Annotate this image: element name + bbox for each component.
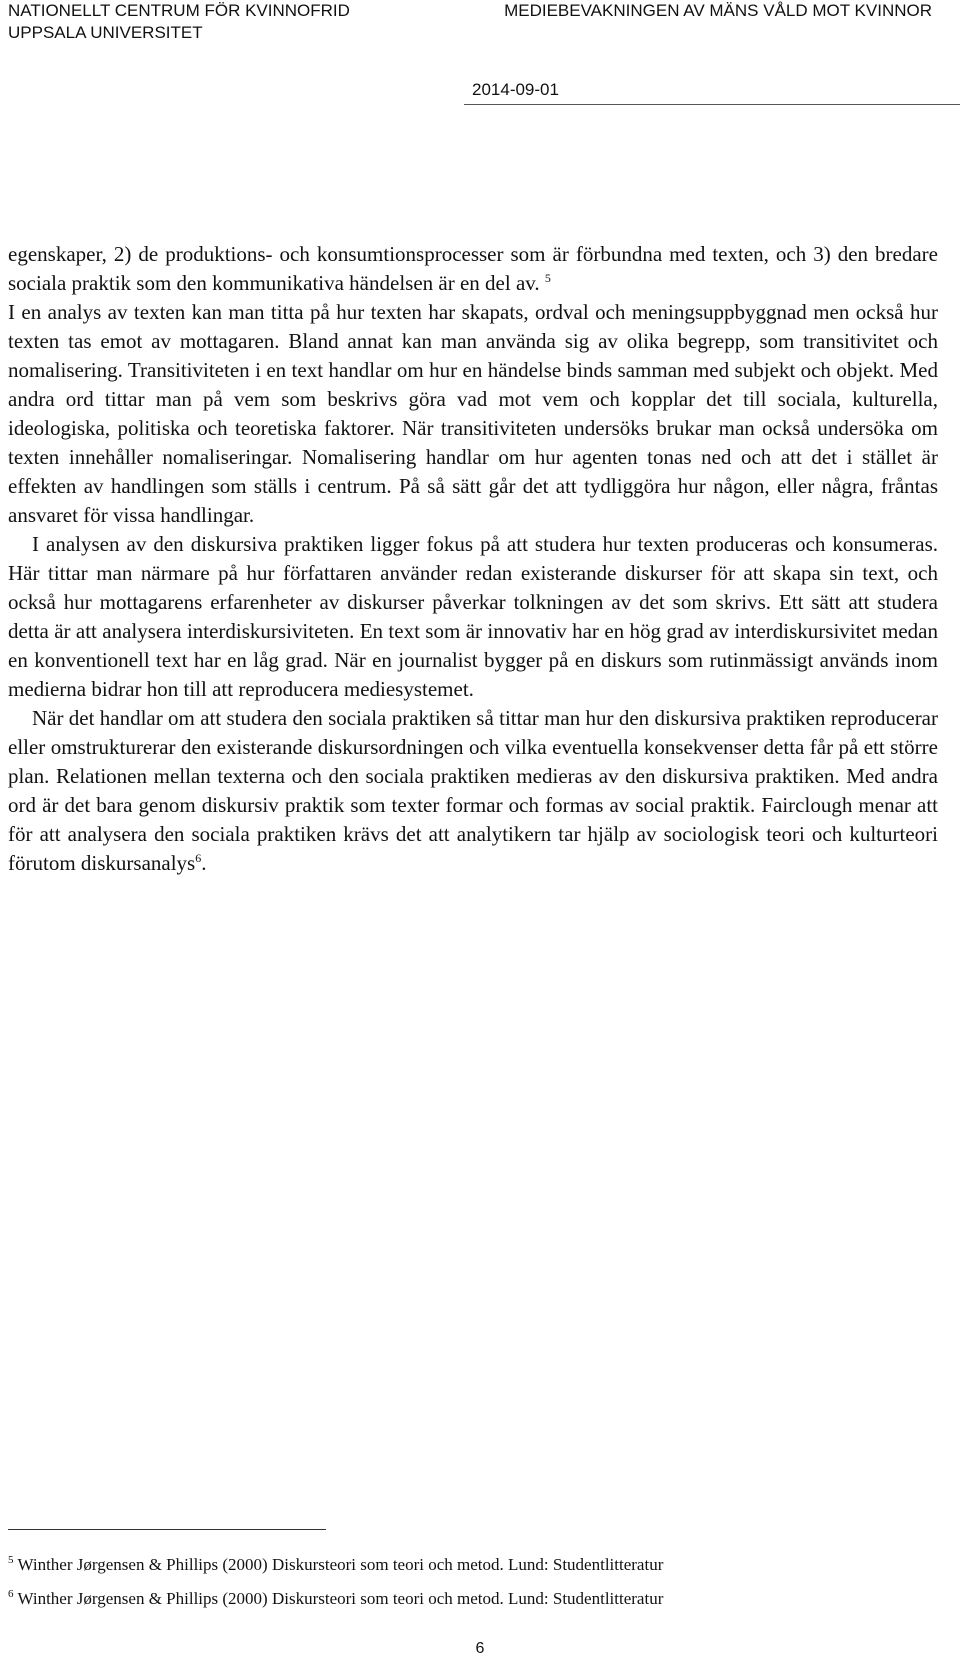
footnote-text: Winther Jørgensen & Phillips (2000) Diskursteori som teori och metod. Lund: Studentlitteratur: [17, 1589, 664, 1608]
footnote-number: 5: [8, 1554, 14, 1567]
header-divider: [464, 104, 960, 105]
body-text: [8, 240, 938, 878]
header-center-name: NATIONELLT CENTRUM FÖR KVINNOFRID: [8, 1, 350, 20]
paragraph-4: [8, 704, 938, 878]
footnote-number: 6: [8, 1588, 14, 1601]
header-institution: [8, 0, 350, 44]
footnote-ref-5[interactable]: 5: [544, 271, 551, 285]
paragraph-2: I en analys av texten kan man titta på hur texten har skapats, ordval och meningsuppbyggnad men också hur texten tas emot av mottagaren. Bland annat kan man använda sig av olika begrepp, som transitivitet och nomalisering. Transitiviteten i en text handlar om hur en händelse binds samman med subjekt och objekt. Med andra ord tittar man på vem som beskrivs göra vad mot vem och kopplar det till sociala, kulturella, ideologiska, politiska och teoretiska faktorer. När transitiviteten undersöks brukar man också undersöka om texten innehåller nomaliseringar. Nomalisering handlar om hur agenten tonas ned och att det i stället är effekten av handlingen som ställs i centrum. På så sätt går det att tydliggöra hur någon, eller några, fråntas ansvaret för vissa handlingar.: [8, 300, 938, 527]
page-number: 6: [475, 1640, 485, 1657]
paragraph-4-text: När det handlar om att studera den sociala praktiken så tittar man hur den diskursiva praktiken reproducerar eller omstrukturerar den existerande diskursordningen och vilka eventuella konsekvenser detta får på ett större plan. Relationen mellan texterna och den sociala praktiken medieras av den diskursiva praktiken. Med andra ord är det bara genom diskursiv praktik som texter formar och formas av social praktik. Fairclough menar att för att analysera den sociala praktiken krävs det att analytikern tar hjälp av sociologisk teori och kulturteori förutom diskursanalys: [8, 706, 938, 875]
paragraph-3: I analysen av den diskursiva praktiken ligger fokus på att studera hur texten produceras och konsumeras. Här tittar man närmare på hur författaren använder redan existerande diskurser för att skapa sin text, och också hur mottagarens erfarenheter av diskurser påverkar tolkningen av det som skrivs. Ett sätt att studera detta är att analysera interdiskursiviteten. En text som är innovativ har en hög grad av interdiskursivitet medan en konventionell text har en låg grad. När en journalist bygger på en diskurs som rutinmässigt används inom medierna bidrar hon till att reproducera mediesystemet.: [8, 532, 938, 701]
footnote-6: [8, 1588, 938, 1622]
footnote-divider: [8, 1529, 326, 1530]
paragraph-1: [8, 240, 938, 298]
footnote-text: Winther Jørgensen & Phillips (2000) Diskursteori som teori och metod. Lund: Studentlitteratur: [17, 1555, 664, 1574]
page-header: [0, 0, 960, 110]
header-date: 2014-09-01: [472, 80, 559, 99]
header-university-name: UPPSALA UNIVERSITET: [8, 23, 203, 42]
footnote-5: [8, 1554, 938, 1588]
paragraph-1-text: egenskaper, 2) de produktions- och konsumtionsprocesser som är förbundna med texten, och 3) den bredare sociala praktik som den kommunikativa händelsen är en del av.: [8, 242, 938, 295]
header-project-title: MEDIEBEVAKNINGEN AV MÄNS VÅLD MOT KVINNOR: [504, 1, 932, 20]
footnote-ref-6[interactable]: 6: [195, 851, 202, 865]
footnotes: [8, 1554, 938, 1622]
paragraph-4-end: .: [201, 851, 207, 875]
